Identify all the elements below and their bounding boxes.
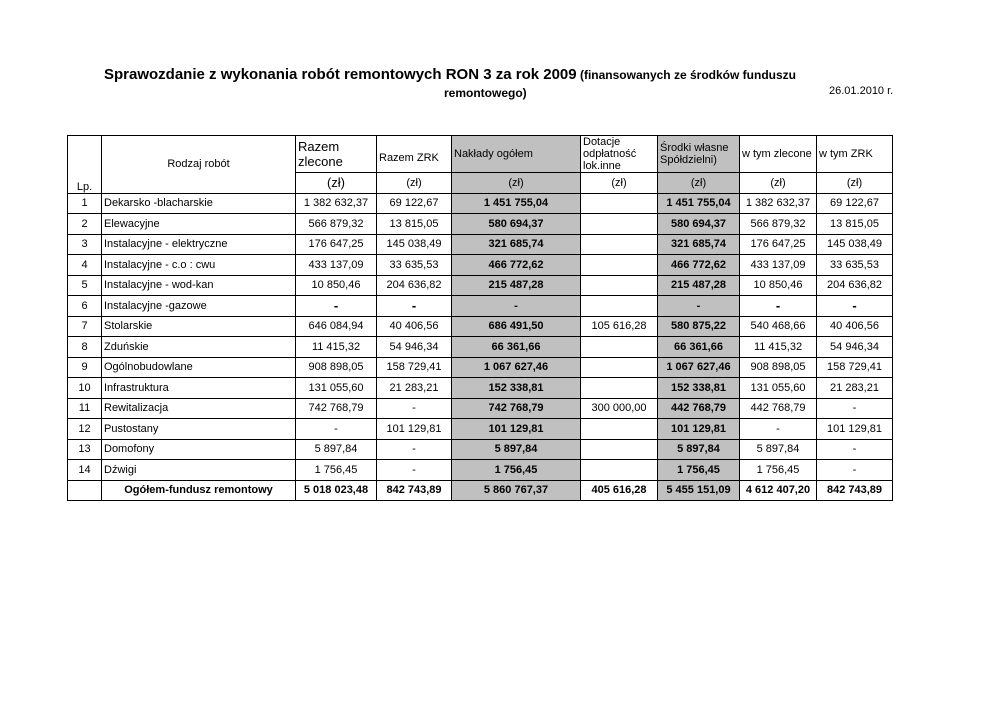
column-header-naklady: Nakłady ogółem (452, 136, 581, 173)
table-row (68, 398, 893, 419)
total-wtym-zlecone: 4 612 407,20 (740, 480, 817, 501)
cell-dotacje: 300 000,00 (581, 398, 658, 419)
table-row (68, 234, 893, 255)
cell-lp: 1 (68, 193, 102, 214)
cell-wtym-zlecone: 908 898,05 (740, 357, 817, 378)
cell-rodzaj: Pustostany (102, 419, 296, 440)
column-header-lp: Lp. (68, 173, 102, 194)
cell-lp: 3 (68, 234, 102, 255)
cell-wtym-zlecone: 566 879,32 (740, 214, 817, 235)
cell-wtym-zrk: 21 283,21 (817, 378, 893, 399)
cell-rodzaj: Domofony (102, 439, 296, 460)
cell-wtym-zlecone: 1 382 632,37 (740, 193, 817, 214)
cell-razem-zrk: 33 635,53 (377, 255, 452, 276)
cell-srodki: 1 756,45 (658, 460, 740, 481)
cell-dotacje (581, 255, 658, 276)
cell-naklady: 152 338,81 (452, 378, 581, 399)
cell-wtym-zrk: - (817, 439, 893, 460)
cell-wtym-zlecone: - (740, 296, 817, 317)
cell-rodzaj: Instalacyjne - elektryczne (102, 234, 296, 255)
cell-srodki: - (658, 296, 740, 317)
cell-razem-zlecone: 908 898,05 (296, 357, 377, 378)
column-header-srodki: Środki własne Spółdzielni) (658, 136, 740, 173)
cell-razem-zrk: 101 129,81 (377, 419, 452, 440)
cell-wtym-zrk: 204 636,82 (817, 275, 893, 296)
cell-razem-zrk: 21 283,21 (377, 378, 452, 399)
cell-razem-zrk: 145 038,49 (377, 234, 452, 255)
cell-wtym-zlecone: 10 850,46 (740, 275, 817, 296)
cell-wtym-zrk: - (817, 398, 893, 419)
cell-lp: 8 (68, 337, 102, 358)
cell-lp: 13 (68, 439, 102, 460)
lp-header-top (68, 136, 102, 173)
cell-wtym-zrk: 40 406,56 (817, 316, 893, 337)
table-row (68, 255, 893, 276)
total-razem-zlecone: 5 018 023,48 (296, 480, 377, 501)
total-row (68, 480, 893, 501)
cell-wtym-zrk: 101 129,81 (817, 419, 893, 440)
cell-rodzaj: Instalacyjne -gazowe (102, 296, 296, 317)
cell-lp (68, 480, 102, 501)
cell-wtym-zrk: 33 635,53 (817, 255, 893, 276)
cell-srodki: 5 897,84 (658, 439, 740, 460)
cell-srodki: 580 875,22 (658, 316, 740, 337)
cell-rodzaj: Stolarskie (102, 316, 296, 337)
cell-razem-zlecone: 1 382 632,37 (296, 193, 377, 214)
cell-rodzaj: Rewitalizacja (102, 398, 296, 419)
cell-naklady: 466 772,62 (452, 255, 581, 276)
cell-razem-zrk: 204 636,82 (377, 275, 452, 296)
unit-razem-zrk: (zł) (377, 173, 452, 194)
table-row (68, 316, 893, 337)
cell-srodki: 101 129,81 (658, 419, 740, 440)
cell-wtym-zlecone: 442 768,79 (740, 398, 817, 419)
cell-rodzaj: Ogólnobudowlane (102, 357, 296, 378)
cell-naklady: 742 768,79 (452, 398, 581, 419)
cell-srodki: 215 487,28 (658, 275, 740, 296)
cell-wtym-zlecone: 5 897,84 (740, 439, 817, 460)
cell-dotacje (581, 419, 658, 440)
cell-naklady: 1 067 627,46 (452, 357, 581, 378)
cell-lp: 11 (68, 398, 102, 419)
column-header-wtym-zrk: w tym ZRK (817, 136, 893, 173)
unit-wtym-zrk: (zł) (817, 173, 893, 194)
cell-razem-zlecone: 11 415,32 (296, 337, 377, 358)
cell-razem-zlecone: 646 084,94 (296, 316, 377, 337)
cell-dotacje (581, 439, 658, 460)
cell-lp: 5 (68, 275, 102, 296)
cell-razem-zlecone: 742 768,79 (296, 398, 377, 419)
table-row (68, 296, 893, 317)
cell-dotacje (581, 378, 658, 399)
cell-dotacje (581, 214, 658, 235)
cell-lp: 9 (68, 357, 102, 378)
cell-naklady: 101 129,81 (452, 419, 581, 440)
cell-wtym-zrk: 13 815,05 (817, 214, 893, 235)
cell-dotacje: 105 616,28 (581, 316, 658, 337)
cell-wtym-zlecone: 540 468,66 (740, 316, 817, 337)
table-row (68, 439, 893, 460)
cell-lp: 2 (68, 214, 102, 235)
cell-rodzaj: Instalacyjne - c.o : cwu (102, 255, 296, 276)
cell-razem-zrk: - (377, 398, 452, 419)
report-title-line2: remontowego) (444, 86, 527, 100)
cell-lp: 14 (68, 460, 102, 481)
cell-srodki: 321 685,74 (658, 234, 740, 255)
total-srodki: 5 455 151,09 (658, 480, 740, 501)
total-naklady: 5 860 767,37 (452, 480, 581, 501)
cell-razem-zlecone: 131 055,60 (296, 378, 377, 399)
cell-wtym-zlecone: 1 756,45 (740, 460, 817, 481)
total-razem-zrk: 842 743,89 (377, 480, 452, 501)
cell-wtym-zrk: - (817, 460, 893, 481)
cell-lp: 12 (68, 419, 102, 440)
table-row (68, 193, 893, 214)
cell-srodki: 442 768,79 (658, 398, 740, 419)
table-row (68, 419, 893, 440)
column-header-dotacje: Dotacje odpłatność lok.inne (581, 136, 658, 173)
header-row (68, 136, 893, 173)
cell-wtym-zrk: 69 122,67 (817, 193, 893, 214)
unit-wtym-zlecone: (zł) (740, 173, 817, 194)
cell-razem-zlecone: 433 137,09 (296, 255, 377, 276)
column-header-rodzaj: Rodzaj robót (102, 136, 296, 194)
cell-razem-zlecone: 566 879,32 (296, 214, 377, 235)
cell-rodzaj: Instalacyjne - wod-kan (102, 275, 296, 296)
table-row (68, 460, 893, 481)
total-wtym-zrk: 842 743,89 (817, 480, 893, 501)
report-title: Sprawozdanie z wykonania robót remontowych RON 3 za rok 2009 (finansowanych ze środków funduszu (104, 66, 796, 83)
cell-wtym-zlecone: 176 647,25 (740, 234, 817, 255)
cell-naklady: - (452, 296, 581, 317)
cell-naklady: 215 487,28 (452, 275, 581, 296)
cell-lp: 7 (68, 316, 102, 337)
cell-wtym-zrk: - (817, 296, 893, 317)
cell-srodki: 66 361,66 (658, 337, 740, 358)
cell-lp: 10 (68, 378, 102, 399)
unit-dotacje: (zł) (581, 173, 658, 194)
cell-wtym-zlecone: 11 415,32 (740, 337, 817, 358)
report-date: 26.01.2010 r. (829, 85, 894, 97)
table-row (68, 214, 893, 235)
cell-srodki: 1 067 627,46 (658, 357, 740, 378)
cell-rodzaj: Infrastruktura (102, 378, 296, 399)
cell-wtym-zlecone: - (740, 419, 817, 440)
report-table (67, 135, 893, 501)
cell-razem-zrk: - (377, 460, 452, 481)
cell-srodki: 1 451 755,04 (658, 193, 740, 214)
cell-naklady: 66 361,66 (452, 337, 581, 358)
cell-naklady: 686 491,50 (452, 316, 581, 337)
total-label: Ogółem-fundusz remontowy (102, 480, 296, 501)
cell-razem-zrk: 158 729,41 (377, 357, 452, 378)
cell-rodzaj: Dźwigi (102, 460, 296, 481)
total-dotacje: 405 616,28 (581, 480, 658, 501)
unit-srodki: (zł) (658, 173, 740, 194)
cell-naklady: 580 694,37 (452, 214, 581, 235)
cell-srodki: 580 694,37 (658, 214, 740, 235)
cell-naklady: 5 897,84 (452, 439, 581, 460)
cell-lp: 6 (68, 296, 102, 317)
cell-srodki: 466 772,62 (658, 255, 740, 276)
cell-razem-zrk: - (377, 296, 452, 317)
cell-razem-zlecone: 10 850,46 (296, 275, 377, 296)
cell-razem-zrk: 40 406,56 (377, 316, 452, 337)
cell-razem-zlecone: - (296, 296, 377, 317)
cell-dotacje (581, 275, 658, 296)
cell-naklady: 321 685,74 (452, 234, 581, 255)
column-header-wtym-zlecone: w tym zlecone (740, 136, 817, 173)
cell-razem-zlecone: 5 897,84 (296, 439, 377, 460)
cell-wtym-zrk: 158 729,41 (817, 357, 893, 378)
cell-wtym-zlecone: 433 137,09 (740, 255, 817, 276)
cell-rodzaj: Dekarsko -blacharskie (102, 193, 296, 214)
table-row (68, 378, 893, 399)
cell-dotacje (581, 296, 658, 317)
cell-rodzaj: Elewacyjne (102, 214, 296, 235)
unit-naklady: (zł) (452, 173, 581, 194)
cell-razem-zrk: 54 946,34 (377, 337, 452, 358)
cell-dotacje (581, 234, 658, 255)
cell-dotacje (581, 460, 658, 481)
cell-razem-zrk: 69 122,67 (377, 193, 452, 214)
table-row (68, 275, 893, 296)
cell-dotacje (581, 357, 658, 378)
cell-razem-zrk: 13 815,05 (377, 214, 452, 235)
table-row (68, 357, 893, 378)
cell-razem-zlecone: 176 647,25 (296, 234, 377, 255)
unit-razem-zlecone: (zł) (296, 173, 377, 194)
cell-naklady: 1 756,45 (452, 460, 581, 481)
column-header-razem-zrk: Razem ZRK (377, 136, 452, 173)
cell-wtym-zlecone: 131 055,60 (740, 378, 817, 399)
cell-razem-zrk: - (377, 439, 452, 460)
table-row (68, 337, 893, 358)
cell-lp: 4 (68, 255, 102, 276)
cell-wtym-zrk: 54 946,34 (817, 337, 893, 358)
cell-razem-zlecone: - (296, 419, 377, 440)
cell-naklady: 1 451 755,04 (452, 193, 581, 214)
cell-rodzaj: Zduńskie (102, 337, 296, 358)
cell-razem-zlecone: 1 756,45 (296, 460, 377, 481)
cell-wtym-zrk: 145 038,49 (817, 234, 893, 255)
cell-srodki: 152 338,81 (658, 378, 740, 399)
column-header-razem-zlecone: Razem zlecone (296, 136, 377, 173)
cell-dotacje (581, 193, 658, 214)
cell-dotacje (581, 337, 658, 358)
